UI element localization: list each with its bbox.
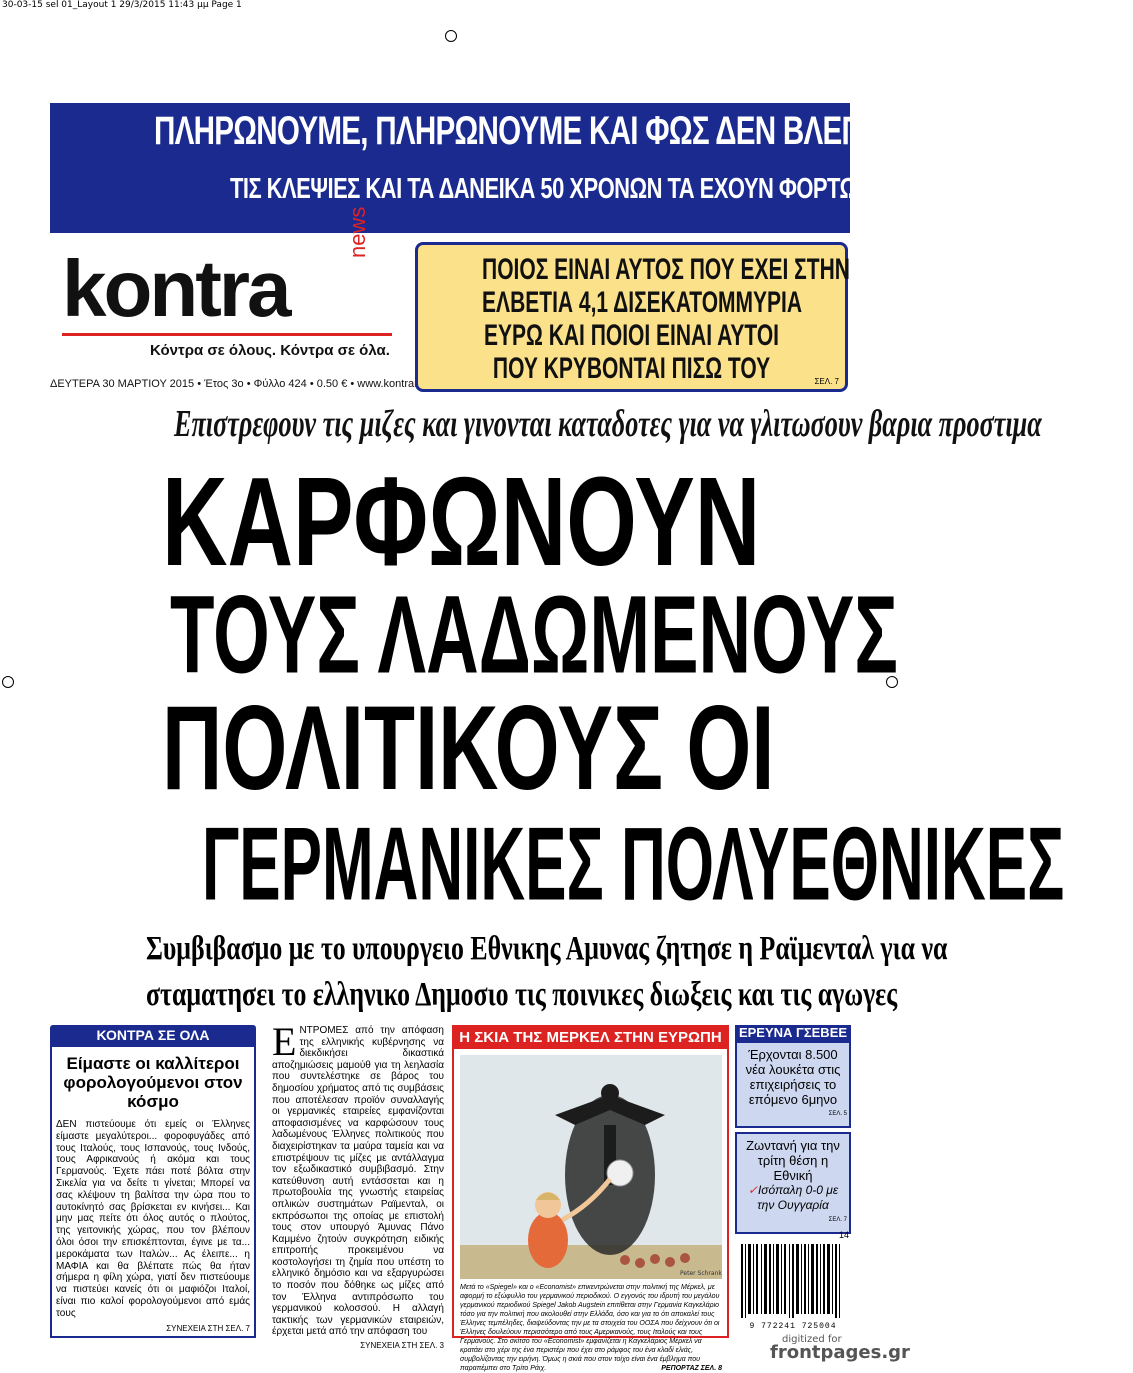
teaser-line: ΠΟΙΟΣ ΕΙΝΑΙ ΑΥΤΟΣ ΠΟΥ ΕΧΕΙ ΣΤΗΝ (482, 253, 850, 286)
issue-code: 14 (838, 1230, 849, 1240)
digitized-label: digitized for (782, 1334, 842, 1345)
slogan: Κόντρα σε όλους. Κόντρα σε όλα. (150, 342, 390, 359)
teaser-box (415, 242, 848, 392)
opinion-box (50, 1045, 256, 1338)
teaser-line: ΕΛΒΕΤΙΑ 4,1 ΔΙΣΕΚΑΤΟΜΜΥΡΙΑ (482, 286, 803, 319)
brief-box-2 (735, 1132, 851, 1234)
banner-line-1: ΠΛΗΡΩΝΟΥΜΕ, ΠΛΗΡΩΝΟΥΜΕ ΚΑΙ ΦΩΣ ΔΕΝ ΒΛΕΠΟΥΜΕ (154, 109, 946, 153)
headline-line-4: ΓΕΡΜΑΝΙΚΕΣ ΠΟΛΥΕΘΝΙΚΕΣ (202, 805, 1065, 923)
headline-kicker: Επιστρεφουν τις μιζες και γινονται καταδοτες για να γλιτωσουν βαρια προστιμα (174, 403, 1042, 445)
registration-mark-left (2, 676, 14, 688)
brief-box-1 (735, 1041, 851, 1128)
main-story (272, 1019, 444, 1352)
teaser-line: ΠΟΥ ΚΡΥΒΟΝΤΑΙ ΠΙΣΩ ΤΟΥ (492, 352, 771, 385)
merkel-cartoon (460, 1055, 722, 1279)
banner-line-2: ΤΙΣ ΚΛΕΨΙΕΣ ΚΑΙ ΤΑ ΔΑΝΕΙΚΑ 50 ΧΡΟΝΩΝ ΤΑ ΕΧΟΥΝ ΦΟΡΤΩΣΕΙ ΝΑ ΤΑ ΛΥΣΕΙ Ο ΑΛΕΞΗΣ (230, 173, 1133, 205)
dateline (50, 378, 453, 390)
print-info-strip: 30-03-15 sel 01_Layout 1 29/3/2015 11:43 μμ Page 1 (2, 0, 242, 10)
brief-2-italic-text: Ισόπαλη 0-0 με την Ουγγαρία (757, 1183, 839, 1212)
source-site: frontpages.gr (770, 1342, 910, 1363)
registration-mark-top (445, 30, 457, 42)
brief-1-page: ΣΕΛ. 5 (828, 1111, 847, 1117)
main-story-body: ΝΤΡΟΜΕΣ από την απόφαση της ελληνικής κυβέρνησης να διεκδικήσει δικαστικά αποζημιώσεις μαμούθ για τη λεηλασία που συντελέστηκε σε βάρος του δημοσίου χρήματος από τις συμβάσεις που αποτέλεσαν προϊόν συναλλαγής οι γερμανικές εταιρείες εμφανίζονται αποφασισμένες να καρφώσουν τους λαδωμένους Έλληνες πολιτικούς που διαχειρίστηκαν τα μαύρα ταμεία και να επιστρέψουν τις μίζες με αντάλλαγμα τον εξωδικαστικό συμβιβασμό. Στην κατεύθυνση αυτή εντάσσεται και η πρωτοβουλία της γνωστής εταιρείας οπλικών συστημάτων Ραϊμενταλ, οι εκπρόσωποι της οποίας με επιστολή τους στον υπουργό Άμυνας Πάνο Καμμένο ζητούν συγκρότηση ειδικής επιτροπής προκειμένου να κοστολογήσει τη ζημία που υπέστη το ελληνικό δημόσιο και να εξαργυρώσει το ποσόν που δόθηκε ως μίζες από τον Έλληνα αντιπρόσωπο του γερμανικού κολοσσού. Η αλλαγή τακτικής των γερμανικών εταιρειών, έρχεται μετά από την απόφαση του (272, 1025, 444, 1338)
cartoon-artist: Peter Schrank (680, 1270, 722, 1277)
dropcap: Ε (272, 1019, 297, 1064)
teaser-line: ΕΥΡΩ ΚΑΙ ΠΟΙΟΙ ΕΙΝΑΙ ΑΥΤΟΙ (484, 319, 779, 352)
checkmark-icon: ✓ (747, 1183, 758, 1197)
merkel-header: Η ΣΚΙΑ ΤΗΣ ΜΕΡΚΕΛ ΣΤΗΝ ΕΥΡΩΠΗ (454, 1027, 727, 1049)
merkel-caption (460, 1283, 722, 1373)
opinion-title: Είμαστε οι καλλίτεροι φορολογούμενοι στον κόσμο (63, 1054, 243, 1111)
barcode-number: 9 772241 725004 (749, 1322, 837, 1331)
merkel-caption-more: ΡΕΠΟΡΤΑΖ ΣΕΛ. 8 (661, 1365, 722, 1372)
brief-header: ΕΡΕΥΝΑ ΓΣΕΒΕΕ (735, 1025, 851, 1041)
barcode-bars (735, 1240, 851, 1322)
top-banner (50, 103, 1133, 233)
teaser-page: ΣΕΛ. 7 (814, 377, 839, 386)
logo: kontra (62, 244, 289, 333)
deck-line-2: σταματησει το ελληνικο Δημοσιο τις ποινικες διωξεις και τις αγωγες (146, 976, 898, 1013)
brief-2-text: Ζωντανή για την τρίτη θέση η Εθνική (746, 1138, 840, 1183)
main-story-continue: ΣΥΝΕΧΕΙΑ ΣΤΗ ΣΕΛ. 3 (360, 1341, 444, 1351)
sidebar-briefs (735, 1025, 851, 1234)
headline-line-1: ΚΑΡΦΩΝΟΥΝ (162, 451, 761, 592)
deck-line-1: Συμβιβασμο με το υπουργειο Εθνικης Αμυνας ζητησε η Ραϊμενταλ για να (146, 930, 948, 967)
dateline-text: ΔΕΥΤΕΡΑ 30 ΜΑΡΤΙΟΥ 2015 • Έτος 3ο • Φύλλο 424 • 0.50 € • www.kontra (50, 378, 415, 390)
barcode (735, 1230, 851, 1336)
logo-suffix: news (345, 206, 370, 258)
opinion-continue: ΣΥΝΕΧΕΙΑ ΣΤΗ ΣΕΛ. 7 (166, 1323, 250, 1333)
opinion-body: ΔΕΝ πιστεύουμε ότι εμείς οι Έλληνες είμαστε μεγαλύτεροι... φοροφυγάδες από τους Ιταλούς, τους Ισπανούς, τους Ινδούς, τους Αφρικανούς ή ακόμα και τους Γερμανούς. Έχετε πάει ποτέ βόλτα στην Σικελία για να δείτε τι γίνεται; Μπορεί να σας κλέψουν τη βαλίτσα την ώρα που το αυτοκίνητό σας βρίσκεται εν κινήσει... Και μην μας πείτε ότι όλος αυτός ο πλούτος, της γειτονικής χώρας, που τον βλέπουν όλοι όσοι την επισκέπτονται, έγινε με τα... μεροκάματα των Ιταλών... Ας έλειπε... η ΜΑΦΙΑ και θα βλέπατε πώς θα ήταν σήμερα η φίλη χώρα, γιατί δεν πιστεύουμε να πιστεύει κανείς ότι οι μαφιόζοι Ιταλοί, είναι πιο καλοί φορολογούμενοι από εμάς τους (56, 1119, 250, 1319)
brief-2-italic (739, 1183, 847, 1213)
opinion-column (50, 1025, 256, 1338)
headline-line-3: ΠΟΛΙΤΙΚΟΥΣ ΟΙ (162, 680, 775, 815)
logo-underline (62, 333, 392, 336)
brief-1-text: Έρχονται 8.500 νέα λουκέτα στις επιχειρήσεις το επόμενο 6μηνο (745, 1047, 841, 1107)
headline-line-2: ΤΟΥΣ ΛΑΔΩΜΕΝΟΥΣ (170, 573, 898, 697)
opinion-header: ΚΟΝΤΡΑ ΣΕ ΟΛΑ (50, 1025, 256, 1045)
merkel-caption-text: Μετά το «Spiegel» και ο «Economist» επικεντρώνεται στην πολιτική της Μέρκελ, με αφορμή το εξώφυλλο του γερμανικού περιοδικού. Ο εγγονός του ιδρυτή του μεγάλου γερμανικού περιοδικού Spiegel Jakob Augstein επιτίθεται στην Γερμανία Καγκελάριο τόσο για την πολιτική που ακολουθεί στην Ελλάδα, όσο και για το ότι αποκαλεί τους Έλληνες τεμπέληδες, διαψεύδοντας την με τα στοιχεία του ΟΟΣΑ που δείχνουν ότι οι Έλληνες δουλεύουν περισσότερο από τους Αμερικανούς, τους Ιταλούς και τους Γερμανούς. Στο σκίτσο του «Economist» εμφανίζεται η Καγκελάριος Μέρκελ να κρατάει στο χέρι της ένα περιστέρι που έχει στο ράμφος του ένα κλαδί ελιάς, συμβολίζοντας την ειρήνη. Όμως η σκιά που στον τοίχο είναι ένα έμβλημα που παραπέμπει στο Τρίτο Ράιχ. (460, 1284, 720, 1372)
brief-2-page: ΣΕΛ. 7 (828, 1217, 847, 1223)
merkel-feature (452, 1025, 729, 1372)
cartoon-illustration (460, 1055, 722, 1279)
